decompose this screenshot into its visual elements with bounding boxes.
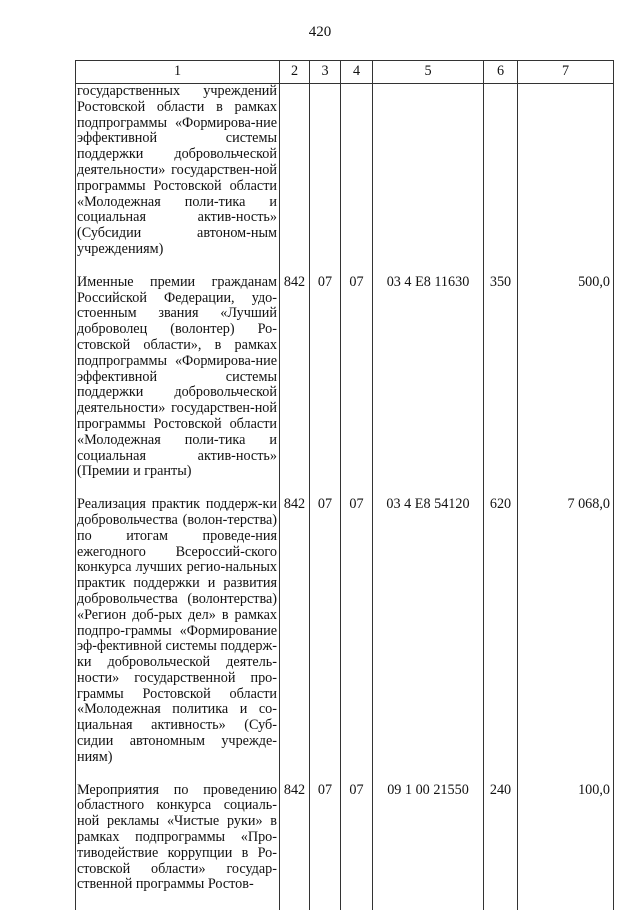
row-section	[310, 84, 341, 275]
row-section: 07	[310, 275, 341, 497]
row-expense-type: 620	[484, 497, 518, 783]
header-row	[76, 61, 614, 84]
row-section: 07	[310, 783, 341, 910]
row-amount: 7 068,0	[518, 497, 614, 783]
row-amount: 500,0	[518, 275, 614, 497]
table-row	[76, 497, 614, 783]
row-description: Реализация практик поддерж-ки добровольчества (волон-терства) по итогам проведе-ния ежегодного Всероссий-ского конкурса лучших регио-нальных практик поддержки и развития добровольчества (волонтерства) «Регион доб-рых дел» в рамках подпро-граммы «Формирование эф-фективной системы поддерж-ки добровольческой деятель-ности» государственной про-граммы Ростовской области «Молодежная политика и со-циальная активность» (Суб-сидии автономным учрежде-ниям)	[76, 497, 280, 783]
row-expense-type	[484, 84, 518, 275]
table-row	[76, 84, 614, 275]
row-expense-type: 240	[484, 783, 518, 910]
row-description: Мероприятия по проведению областного конкурса социаль-ной рекламы «Чистые руки» в рамках подпрограммы «Про-тиводействие коррупции в Ро-стовской области» государ-ственной программы Ростов-	[76, 783, 280, 910]
row-subsection	[341, 84, 373, 275]
row-target: 09 1 00 21550	[373, 783, 484, 910]
row-target: 03 4 E8 11630	[373, 275, 484, 497]
row-ministry: 842	[280, 497, 310, 783]
row-ministry	[280, 84, 310, 275]
row-section: 07	[310, 497, 341, 783]
row-ministry: 842	[280, 783, 310, 910]
row-description: Именные премии гражданам Российской Федерации, удо-стоенным звания «Лучший доброволец (волонтер) Ро-стовской области», в рамках подпрограммы «Формирова-ние эффективной системы поддержки добровольческой деятельности» государствен-ной программы Ростовской области «Молодежная поли-тика и социальная актив-ность» (Премии и гранты)	[76, 275, 280, 497]
row-ministry: 842	[280, 275, 310, 497]
header-col-3: 3	[310, 61, 341, 84]
header-col-4: 4	[341, 61, 373, 84]
table-row	[76, 783, 614, 910]
header-col-7: 7	[518, 61, 614, 84]
page-number: 420	[308, 24, 332, 40]
row-target: 03 4 E8 54120	[373, 497, 484, 783]
header-col-5: 5	[373, 61, 484, 84]
header-col-1: 1	[76, 61, 280, 84]
row-subsection: 07	[341, 783, 373, 910]
row-amount: 100,0	[518, 783, 614, 910]
table-row	[76, 275, 614, 497]
budget-table	[75, 60, 614, 910]
row-target	[373, 84, 484, 275]
row-subsection: 07	[341, 497, 373, 783]
row-subsection: 07	[341, 275, 373, 497]
header-col-2: 2	[280, 61, 310, 84]
row-expense-type: 350	[484, 275, 518, 497]
header-col-6: 6	[484, 61, 518, 84]
row-amount	[518, 84, 614, 275]
row-description: государственных учреждений Ростовской области в рамках подпрограммы «Формирова-ние эффективной системы поддержки добровольческой деятельности» государствен-ной программы Ростовской области «Молодежная поли-тика и социальная актив-ность» (Субсидии автоном-ным учреждениям)	[76, 84, 280, 275]
